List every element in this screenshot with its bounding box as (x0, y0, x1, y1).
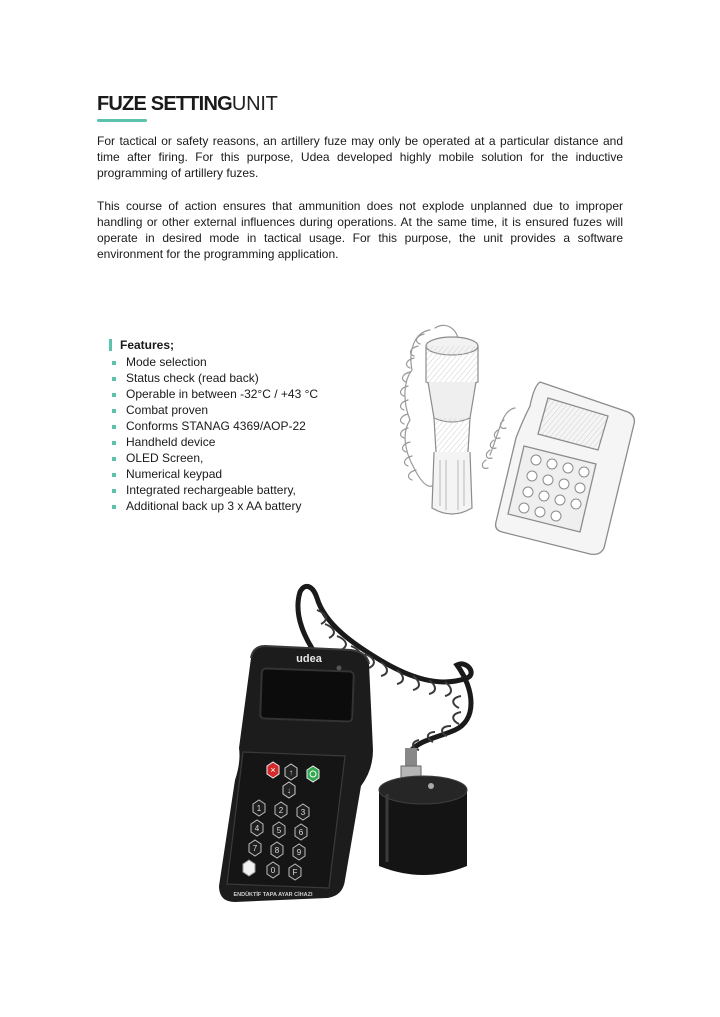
feature-item: Combat proven (109, 402, 359, 418)
detail-paragraph: This course of action ensures that ammunition does not explode unplanned due to improper handling or other external influences during operations. At the same time, it is ensured fuzes will operate in desired mode in tactical usage. For this purpose, the unit provides a software environment for the programming application. (97, 199, 623, 261)
feature-item: Additional back up 3 x AA battery (109, 498, 359, 514)
svg-text:↓: ↓ (287, 786, 291, 795)
feature-item: Numerical keypad (109, 466, 359, 482)
feature-item: OLED Screen, (109, 450, 359, 466)
device-sketch-illustration (390, 310, 640, 560)
key-8: 8 (274, 846, 280, 855)
key-3: 3 (300, 808, 306, 817)
features-heading: Features; (109, 338, 359, 352)
svg-text:×: × (270, 765, 276, 775)
feature-item: Conforms STANAG 4369/AOP-22 (109, 418, 359, 434)
feature-item: Handheld device (109, 434, 359, 450)
title-bold: FUZE SETTING (97, 93, 232, 115)
key-5: 5 (276, 826, 282, 835)
feature-item: Integrated rechargeable battery, (109, 482, 359, 498)
key-4: 4 (254, 824, 260, 833)
features-list (109, 354, 359, 514)
feature-item: Mode selection (109, 354, 359, 370)
page-title (97, 92, 278, 116)
feature-item: Status check (read back) (109, 370, 359, 386)
key-0: 0 (270, 866, 276, 875)
svg-text:↑: ↑ (289, 768, 293, 777)
key-6: 6 (298, 828, 304, 837)
device-brand: udea (296, 653, 322, 665)
features-section (109, 338, 359, 514)
device-label: ENDÜKTİF TAPA AYAR CİHAZI (233, 892, 313, 898)
title-underline (97, 119, 147, 122)
key-f: F (292, 868, 298, 877)
title-light: UNIT (231, 93, 278, 115)
feature-item: Operable in between -32°C / +43 °C (109, 386, 359, 402)
key-9: 9 (296, 848, 302, 857)
key-7: 7 (252, 844, 258, 853)
key-1: 1 (256, 804, 262, 813)
fuze-setting-device-photo (205, 580, 475, 915)
key-2: 2 (278, 806, 284, 815)
intro-paragraph: For tactical or safety reasons, an artillery fuze may only be operated at a particular distance and time after firing. For this purpose, Udea developed highly mobile solution for the inductive programming of artillery fuzes. (97, 134, 623, 180)
